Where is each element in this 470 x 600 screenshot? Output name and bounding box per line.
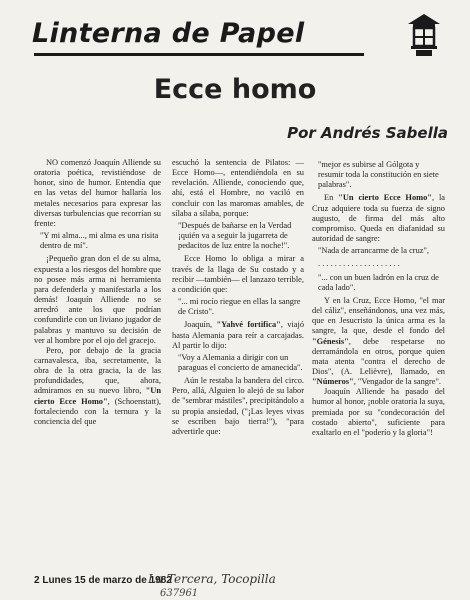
article-headline: Ecce homo xyxy=(153,74,317,105)
article-column-3 xyxy=(312,158,445,438)
verse-quote: "Voy a Alemania a dirigir con un paraguas el concierto de amanecida". xyxy=(178,352,303,372)
paragraph: Joaquín, "Yahvé fortifica", viajó hasta Alemania para reír a carcajadas. Al partir lo dijo: xyxy=(172,320,305,350)
bold-phrase: "Yahvé fortifica" xyxy=(216,320,281,330)
masthead xyxy=(26,10,446,58)
paragraph: Aún le restaba la bandera del circo. Pero, allá, Alguien lo alejó de su labor de "sembrar mástiles", precipitándolo a su propia ansiedad, ("¡Las leyes vivas se escriben bajo tierra!"), "para advertirle que: xyxy=(172,376,304,436)
paragraph: En "Un cierto Ecce Homo", la Cruz adquiere toda su fuerza de signo augusto, de firma del más alto compromiso. Queda en diafanidad su autoridad de sangre: xyxy=(312,193,445,244)
masthead-underline xyxy=(34,53,364,56)
verse-quote: "mejor es subirse al Gólgota y resumir toda la constitución en siete palabras". xyxy=(318,160,439,190)
paragraph: ¡Pequeño gran don el de su alma, expuesta a los riesgos del hombre que no posee más arma ni herramienta para defenderla y manifestarla a los demás! Joaquín Alliende no se arredró ante los que podrían confundirle con un liviano jugador de palabras y mantuvo su decisión de ver al hombre por el ojo del gracejo. xyxy=(34,254,161,345)
masthead-title: Linterna de Papel xyxy=(32,18,305,49)
bold-phrase: "Génesis" xyxy=(312,336,349,346)
verse-quote: "... con un buen ladrón en la cruz de cada lado". xyxy=(318,272,439,292)
article-byline: Por Andrés Sabella xyxy=(287,124,448,142)
verse-quote: "Después de bañarse en la Verdad ¡quién va a seguir la jugarreta de pedacitos de luz entre la noche!". xyxy=(178,220,292,251)
verse-quote: "Y mi alma..., mi alma es una risita dentro de mí". xyxy=(40,231,159,251)
paragraph: Y en la Cruz, Ecce Homo, "el mar del cáliz", enseñándonos, una vez más, que en Jesucristo la única arma es la sangre, la que, desde el fondo del "Génesis", debe respetarse no derramándola en otros, porque quien mata atenta "contra el derecho de Dios", (A. Lelièvre), llamado, en "Números", "Vengador de la sangre". xyxy=(312,295,445,387)
lantern-icon xyxy=(404,12,444,60)
handwritten-catalog-number: 637961 xyxy=(160,588,199,599)
paragraph: Joaquín Alliende ha pasado del humor al honor, ¡noble oratoria la suya, premiada por su "condecoración del costado abierto", suficiente para exaltarlo en el "poderío y la gloria"! xyxy=(312,387,445,437)
verse-quote: "Nada de arrancarme de la cruz", xyxy=(318,246,429,256)
paragraph: NO comenzó Joaquín Alliende su oratoria poética, revistiéndose de honor, sino de humor. Entendía que en las vetas del humor hallaría los metales necesarios para expresar las diversas turbulencias que recorrían su frente: xyxy=(34,158,161,228)
handwritten-source-note: La Tercera, Tocopilla xyxy=(148,572,276,586)
paragraph: escuchó la sentencia de Pilatos: —Ecce Homo—, entendiéndola en su revelación. Alliende, conociendo que, ahí, está el Hombre, no vaciló en concluir con las maromas amables, de sílaba a sílaba, porque: xyxy=(172,158,304,218)
paragraph: Pero, por debajo de la gracia carnavalesca, iba, secretamente, la obra de la otra gracia, la de las profundidades, que, ahora, admiramos en su nuevo libro, "Un cierto Ecce Homo", (Schoenstatt), fortaleciendo con la ternura y la conciencia del que xyxy=(34,345,161,426)
article-column-1 xyxy=(34,158,161,427)
page-date-footer: 2 Lunes 15 de marzo de 1982 xyxy=(34,575,172,586)
bold-phrase: "Números" xyxy=(312,377,354,387)
paragraph: Ecce Homo lo obliga a mirar a través de la llaga de Su costado y a recibir —también— el lanzazo terrible, a condición que: xyxy=(172,254,304,294)
ellipsis-line: . . . . . . . . . . . . . . . . . . . . xyxy=(318,259,400,269)
book-title: "Un cierto Ecce Homo" xyxy=(34,386,161,406)
article-column-2 xyxy=(172,158,304,437)
book-title: "Un cierto Ecce Homo" xyxy=(338,193,432,203)
verse-quote: "... mi rocío riegue en ellas la sangre de Cristo". xyxy=(178,297,301,317)
